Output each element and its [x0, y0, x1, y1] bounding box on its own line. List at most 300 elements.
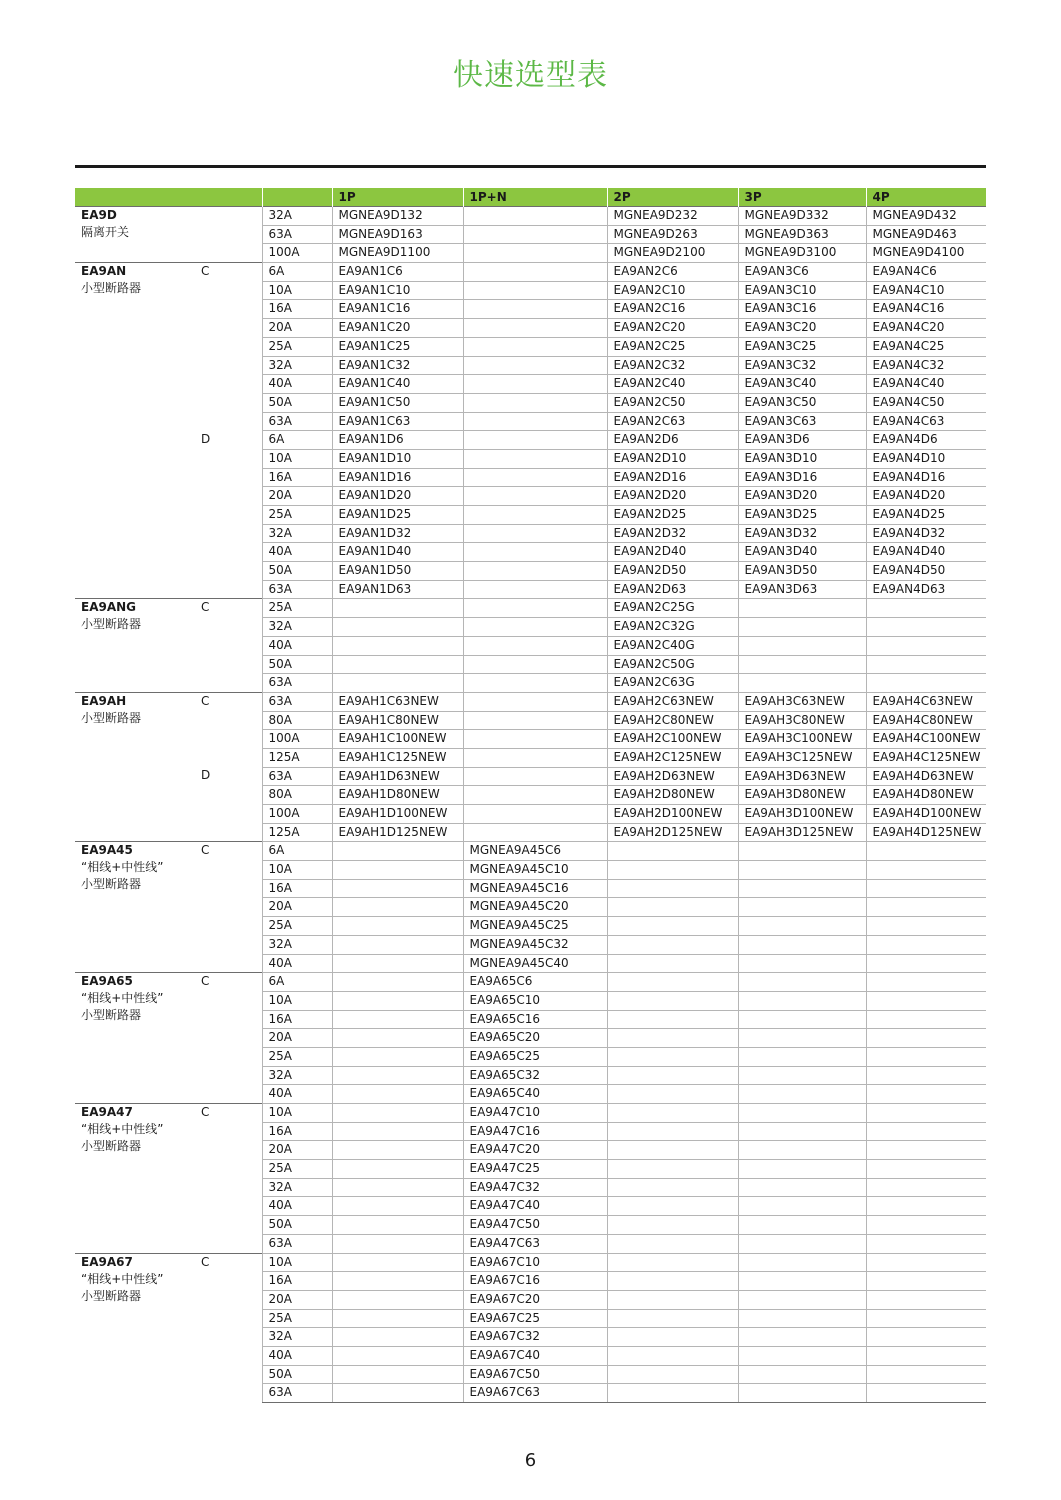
- part-number-cell: [463, 300, 607, 319]
- rated-current-cell: 40A: [262, 375, 332, 394]
- part-number-cell: EA9AN3C6: [738, 263, 866, 282]
- model-code: EA9AN: [81, 264, 127, 279]
- part-number-cell: MGNEA9A45C16: [463, 879, 607, 898]
- part-number-cell: EA9AN4C6: [866, 263, 986, 282]
- part-number-cell: [738, 1365, 866, 1384]
- part-number-cell: [463, 767, 607, 786]
- part-number-cell: MGNEA9A45C32: [463, 935, 607, 954]
- part-number-cell: [332, 861, 463, 880]
- part-number-cell: [607, 1122, 738, 1141]
- part-number-cell: [463, 263, 607, 282]
- rated-current-cell: 32A: [262, 207, 332, 226]
- part-number-cell: [866, 1328, 986, 1347]
- curve-cell: C: [195, 842, 262, 973]
- part-number-cell: [866, 1290, 986, 1309]
- part-number-cell: EA9AN3C25: [738, 337, 866, 356]
- part-number-cell: [738, 636, 866, 655]
- part-number-cell: [607, 1253, 738, 1272]
- rated-current-cell: 25A: [262, 506, 332, 525]
- part-number-cell: EA9AN4D16: [866, 468, 986, 487]
- rated-current-cell: 32A: [262, 356, 332, 375]
- part-number-cell: [332, 1178, 463, 1197]
- part-number-cell: [607, 898, 738, 917]
- part-number-cell: EA9AH3C100NEW: [738, 730, 866, 749]
- part-number-cell: EA9AN2D63: [607, 580, 738, 599]
- table-row: [75, 1253, 986, 1272]
- model-description: “相线+中性线”: [81, 860, 164, 875]
- model-cell: [75, 263, 195, 599]
- rated-current-cell: 25A: [262, 1047, 332, 1066]
- part-number-cell: EA9AN2C32: [607, 356, 738, 375]
- part-number-cell: [738, 1047, 866, 1066]
- rated-current-cell: 40A: [262, 1346, 332, 1365]
- part-number-cell: [463, 805, 607, 824]
- part-number-cell: [463, 748, 607, 767]
- part-number-cell: [332, 935, 463, 954]
- part-number-cell: EA9AH2D125NEW: [607, 823, 738, 842]
- part-number-cell: MGNEA9D3100: [738, 244, 866, 263]
- rated-current-cell: 63A: [262, 225, 332, 244]
- part-number-cell: [738, 1328, 866, 1347]
- part-number-cell: MGNEA9D263: [607, 225, 738, 244]
- part-number-cell: [463, 636, 607, 655]
- part-number-cell: MGNEA9D332: [738, 207, 866, 226]
- model-description: 隔离开关: [81, 225, 130, 239]
- table-row: [75, 692, 986, 711]
- part-number-cell: [463, 468, 607, 487]
- part-number-cell: EA9AN1C50: [332, 393, 463, 412]
- part-number-cell: [866, 1384, 986, 1403]
- part-number-cell: [866, 618, 986, 637]
- part-number-cell: EA9AN2C6: [607, 263, 738, 282]
- part-number-cell: [866, 861, 986, 880]
- rated-current-cell: 100A: [262, 805, 332, 824]
- rated-current-cell: 25A: [262, 599, 332, 618]
- part-number-cell: [866, 674, 986, 693]
- part-number-cell: [332, 1029, 463, 1048]
- curve-cell: D: [201, 431, 211, 446]
- table-row: [75, 431, 986, 450]
- part-number-cell: EA9A47C50: [463, 1216, 607, 1235]
- part-number-cell: [332, 898, 463, 917]
- header-1p-n: 1P+N: [463, 188, 607, 207]
- part-number-cell: EA9AN4C32: [866, 356, 986, 375]
- part-number-cell: MGNEA9A45C40: [463, 954, 607, 973]
- curve-cell: [195, 207, 262, 263]
- part-number-cell: [332, 879, 463, 898]
- part-number-cell: EA9AN4C10: [866, 281, 986, 300]
- table-row: [75, 842, 986, 861]
- rated-current-cell: 25A: [262, 917, 332, 936]
- part-number-cell: EA9AN2D32: [607, 524, 738, 543]
- part-number-cell: EA9AH4D125NEW: [866, 823, 986, 842]
- part-number-cell: EA9AN2C10: [607, 281, 738, 300]
- part-number-cell: [463, 244, 607, 263]
- part-number-cell: EA9AN2D10: [607, 449, 738, 468]
- rated-current-cell: 125A: [262, 823, 332, 842]
- part-number-cell: EA9AH1D63NEW: [332, 767, 463, 786]
- part-number-cell: [332, 1066, 463, 1085]
- part-number-cell: EA9AN1C25: [332, 337, 463, 356]
- part-number-cell: EA9AN2C40: [607, 375, 738, 394]
- part-number-cell: [738, 1085, 866, 1104]
- part-number-cell: MGNEA9D1100: [332, 244, 463, 263]
- part-number-cell: EA9AH4C100NEW: [866, 730, 986, 749]
- part-number-cell: EA9AN3D10: [738, 449, 866, 468]
- part-number-cell: [607, 1384, 738, 1403]
- rated-current-cell: 40A: [262, 1085, 332, 1104]
- rated-current-cell: 6A: [262, 842, 332, 861]
- rated-current-cell: 32A: [262, 935, 332, 954]
- part-number-cell: [866, 1066, 986, 1085]
- part-number-cell: [463, 730, 607, 749]
- part-number-cell: [607, 1290, 738, 1309]
- title-rule: [75, 165, 986, 168]
- part-number-cell: EA9AH2D100NEW: [607, 805, 738, 824]
- part-number-cell: [607, 1234, 738, 1253]
- part-number-cell: EA9AN3C20: [738, 319, 866, 338]
- part-number-cell: EA9AH1D125NEW: [332, 823, 463, 842]
- part-number-cell: [607, 1328, 738, 1347]
- part-number-cell: [738, 991, 866, 1010]
- part-number-cell: [866, 1346, 986, 1365]
- model-code: EA9AH: [81, 693, 127, 708]
- part-number-cell: EA9AH3C63NEW: [738, 692, 866, 711]
- part-number-cell: [607, 935, 738, 954]
- part-number-cell: EA9AN3D6: [738, 431, 866, 450]
- part-number-cell: EA9AN4D6: [866, 431, 986, 450]
- part-number-cell: EA9A65C16: [463, 1010, 607, 1029]
- part-number-cell: EA9AN2C25G: [607, 599, 738, 618]
- part-number-cell: [866, 1197, 986, 1216]
- part-number-cell: [332, 954, 463, 973]
- part-number-cell: EA9AH2D80NEW: [607, 786, 738, 805]
- part-number-cell: EA9AN1C10: [332, 281, 463, 300]
- curve-cell: C: [195, 263, 262, 431]
- part-number-cell: [738, 1197, 866, 1216]
- part-number-cell: EA9AH4C80NEW: [866, 711, 986, 730]
- part-number-cell: [866, 1309, 986, 1328]
- part-number-cell: EA9A47C16: [463, 1122, 607, 1141]
- part-number-cell: [607, 1104, 738, 1123]
- rated-current-cell: 10A: [262, 1253, 332, 1272]
- rated-current-cell: 50A: [262, 393, 332, 412]
- part-number-cell: EA9AH1C80NEW: [332, 711, 463, 730]
- part-number-cell: EA9AN2D20: [607, 487, 738, 506]
- rated-current-cell: 32A: [262, 1066, 332, 1085]
- part-number-cell: [332, 1216, 463, 1235]
- part-number-cell: [463, 375, 607, 394]
- part-number-cell: EA9A67C63: [463, 1384, 607, 1403]
- part-number-cell: [738, 935, 866, 954]
- part-number-cell: EA9AH2C125NEW: [607, 748, 738, 767]
- part-number-cell: [607, 1066, 738, 1085]
- header-blank: [195, 188, 262, 207]
- rated-current-cell: 25A: [262, 337, 332, 356]
- part-number-cell: [332, 842, 463, 861]
- part-number-cell: EA9AH3C125NEW: [738, 748, 866, 767]
- part-number-cell: [332, 1253, 463, 1272]
- part-number-cell: [607, 991, 738, 1010]
- part-number-cell: [738, 1290, 866, 1309]
- part-number-cell: EA9AN2D50: [607, 562, 738, 581]
- part-number-cell: [463, 786, 607, 805]
- part-number-cell: EA9AN1D63: [332, 580, 463, 599]
- part-number-cell: [463, 319, 607, 338]
- part-number-cell: EA9AN1C40: [332, 375, 463, 394]
- part-number-cell: [463, 487, 607, 506]
- part-number-cell: EA9AH4D63NEW: [866, 767, 986, 786]
- part-number-cell: [866, 1029, 986, 1048]
- part-number-cell: EA9AN3C16: [738, 300, 866, 319]
- model-description: 小型断路器: [81, 1139, 142, 1153]
- part-number-cell: [738, 1272, 866, 1291]
- part-number-cell: [332, 1122, 463, 1141]
- part-number-cell: [607, 1346, 738, 1365]
- part-number-cell: [866, 1253, 986, 1272]
- part-number-cell: [607, 1365, 738, 1384]
- rated-current-cell: 32A: [262, 1178, 332, 1197]
- part-number-cell: EA9AN3D50: [738, 562, 866, 581]
- part-number-cell: EA9AN2D6: [607, 431, 738, 450]
- header-2p: 2P: [607, 188, 738, 207]
- part-number-cell: EA9AN2C50G: [607, 655, 738, 674]
- part-number-cell: [738, 898, 866, 917]
- rated-current-cell: 16A: [262, 879, 332, 898]
- model-description: 小型断路器: [81, 1288, 142, 1303]
- rated-current-cell: 40A: [262, 543, 332, 562]
- part-number-cell: EA9AN1C16: [332, 300, 463, 319]
- model-description: 小型断路器: [81, 617, 142, 632]
- part-number-cell: [463, 711, 607, 730]
- part-number-cell: [332, 674, 463, 693]
- model-cell: [75, 1104, 195, 1254]
- part-number-cell: [463, 506, 607, 525]
- part-number-cell: EA9AN3D40: [738, 543, 866, 562]
- part-number-cell: [738, 879, 866, 898]
- rated-current-cell: 20A: [262, 487, 332, 506]
- part-number-cell: [866, 636, 986, 655]
- part-number-cell: [332, 991, 463, 1010]
- rated-current-cell: 32A: [262, 618, 332, 637]
- model-code: EA9A67: [81, 1254, 133, 1269]
- part-number-cell: [463, 393, 607, 412]
- part-number-cell: MGNEA9D232: [607, 207, 738, 226]
- part-number-cell: [607, 973, 738, 992]
- part-number-cell: [463, 207, 607, 226]
- part-number-cell: EA9AN1C32: [332, 356, 463, 375]
- rated-current-cell: 63A: [262, 767, 332, 786]
- part-number-cell: EA9A65C10: [463, 991, 607, 1010]
- part-number-cell: [738, 1384, 866, 1403]
- part-number-cell: EA9AN4C40: [866, 375, 986, 394]
- rated-current-cell: 20A: [262, 1290, 332, 1309]
- curve-cell: C: [195, 1104, 262, 1254]
- rated-current-cell: 10A: [262, 861, 332, 880]
- part-number-cell: [738, 1104, 866, 1123]
- part-number-cell: [332, 1160, 463, 1179]
- part-number-cell: [866, 1010, 986, 1029]
- part-number-cell: [332, 1384, 463, 1403]
- part-number-cell: [607, 861, 738, 880]
- rated-current-cell: 50A: [262, 1365, 332, 1384]
- part-number-cell: EA9AH2D63NEW: [607, 767, 738, 786]
- part-number-cell: EA9AN3D25: [738, 506, 866, 525]
- part-number-cell: [866, 1365, 986, 1384]
- part-number-cell: [738, 861, 866, 880]
- page-title: 快速选型表: [453, 58, 608, 93]
- part-number-cell: EA9AN1D25: [332, 506, 463, 525]
- part-number-cell: [332, 1104, 463, 1123]
- part-number-cell: [463, 674, 607, 693]
- curve-cell: D: [201, 768, 211, 783]
- part-number-cell: [866, 954, 986, 973]
- part-number-cell: EA9AH1D100NEW: [332, 805, 463, 824]
- rated-current-cell: 20A: [262, 1141, 332, 1160]
- part-number-cell: EA9AN2D25: [607, 506, 738, 525]
- part-number-cell: [463, 655, 607, 674]
- table-row: [75, 767, 986, 786]
- part-number-cell: [866, 1104, 986, 1123]
- part-number-cell: EA9A47C40: [463, 1197, 607, 1216]
- model-description: “相线+中性线”: [81, 1122, 164, 1136]
- part-number-cell: EA9AH2C80NEW: [607, 711, 738, 730]
- part-number-cell: EA9A67C25: [463, 1309, 607, 1328]
- table-row: [75, 599, 986, 618]
- part-number-cell: EA9AH3D100NEW: [738, 805, 866, 824]
- rated-current-cell: 40A: [262, 636, 332, 655]
- part-number-cell: [463, 618, 607, 637]
- part-number-cell: EA9AH4D100NEW: [866, 805, 986, 824]
- model-cell: [75, 599, 195, 692]
- rated-current-cell: 25A: [262, 1309, 332, 1328]
- part-number-cell: [866, 655, 986, 674]
- part-number-cell: [332, 1272, 463, 1291]
- part-number-cell: EA9AN1D6: [332, 431, 463, 450]
- part-number-cell: [607, 1216, 738, 1235]
- part-number-cell: MGNEA9D163: [332, 225, 463, 244]
- part-number-cell: MGNEA9D2100: [607, 244, 738, 263]
- curve-cell: C: [195, 599, 262, 692]
- part-number-cell: MGNEA9D132: [332, 207, 463, 226]
- part-number-cell: [866, 1178, 986, 1197]
- model-description: 小型断路器: [81, 281, 142, 296]
- rated-current-cell: 50A: [262, 1216, 332, 1235]
- rated-current-cell: 16A: [262, 1272, 332, 1291]
- part-number-cell: EA9AH1D80NEW: [332, 786, 463, 805]
- page-number: 6: [524, 1450, 537, 1471]
- table-row: [75, 207, 986, 226]
- part-number-cell: EA9AN3C32: [738, 356, 866, 375]
- part-number-cell: [866, 879, 986, 898]
- rated-current-cell: 16A: [262, 1122, 332, 1141]
- part-number-cell: [463, 225, 607, 244]
- part-number-cell: EA9AN3C10: [738, 281, 866, 300]
- rated-current-cell: 16A: [262, 300, 332, 319]
- part-number-cell: [332, 1085, 463, 1104]
- model-code: EA9ANG: [81, 600, 137, 615]
- rated-current-cell: 10A: [262, 449, 332, 468]
- part-number-cell: [607, 1197, 738, 1216]
- part-number-cell: EA9AH3D63NEW: [738, 767, 866, 786]
- part-number-cell: [738, 674, 866, 693]
- part-number-cell: [738, 655, 866, 674]
- part-number-cell: EA9A65C25: [463, 1047, 607, 1066]
- part-number-cell: EA9AN3D32: [738, 524, 866, 543]
- part-number-cell: MGNEA9D363: [738, 225, 866, 244]
- rated-current-cell: 32A: [262, 524, 332, 543]
- part-number-cell: [332, 1346, 463, 1365]
- model-cell: [75, 1253, 195, 1403]
- rated-current-cell: 63A: [262, 412, 332, 431]
- part-number-cell: MGNEA9A45C6: [463, 842, 607, 861]
- part-number-cell: [866, 1141, 986, 1160]
- part-number-cell: EA9A47C20: [463, 1141, 607, 1160]
- part-number-cell: MGNEA9A45C20: [463, 898, 607, 917]
- part-number-cell: EA9A67C16: [463, 1272, 607, 1291]
- part-number-cell: [866, 1216, 986, 1235]
- part-number-cell: [463, 449, 607, 468]
- part-number-cell: EA9AN1D16: [332, 468, 463, 487]
- part-number-cell: [463, 281, 607, 300]
- rated-current-cell: 6A: [262, 431, 332, 450]
- header-1p: 1P: [332, 188, 463, 207]
- part-number-cell: [866, 973, 986, 992]
- rated-current-cell: 125A: [262, 748, 332, 767]
- model-code: EA9A65: [81, 974, 133, 989]
- part-number-cell: [607, 1178, 738, 1197]
- part-number-cell: EA9AN3C63: [738, 412, 866, 431]
- model-description: 小型断路器: [81, 710, 142, 725]
- part-number-cell: EA9AN4D32: [866, 524, 986, 543]
- part-number-cell: EA9AN4D63: [866, 580, 986, 599]
- rated-current-cell: 50A: [262, 655, 332, 674]
- part-number-cell: EA9AN3D63: [738, 580, 866, 599]
- part-number-cell: [738, 1141, 866, 1160]
- part-number-cell: MGNEA9D4100: [866, 244, 986, 263]
- header-blank: [75, 188, 195, 207]
- part-number-cell: [607, 1047, 738, 1066]
- part-number-cell: [463, 562, 607, 581]
- model-description: 小型断路器: [81, 877, 142, 892]
- part-number-cell: EA9AH3C80NEW: [738, 711, 866, 730]
- table-row: [75, 263, 986, 282]
- part-number-cell: [607, 1141, 738, 1160]
- part-number-cell: MGNEA9D432: [866, 207, 986, 226]
- part-number-cell: [332, 1141, 463, 1160]
- part-number-cell: EA9A47C32: [463, 1178, 607, 1197]
- part-number-cell: [738, 917, 866, 936]
- part-number-cell: EA9A47C10: [463, 1104, 607, 1123]
- part-number-cell: [738, 599, 866, 618]
- part-number-cell: [332, 636, 463, 655]
- part-number-cell: [332, 1365, 463, 1384]
- part-number-cell: [738, 1309, 866, 1328]
- model-cell: [75, 207, 195, 263]
- part-number-cell: EA9AH2C63NEW: [607, 692, 738, 711]
- part-number-cell: EA9AN3C50: [738, 393, 866, 412]
- part-number-cell: EA9AN4D25: [866, 506, 986, 525]
- part-number-cell: EA9AH3D125NEW: [738, 823, 866, 842]
- part-number-cell: EA9AH4C125NEW: [866, 748, 986, 767]
- part-number-cell: [866, 1122, 986, 1141]
- part-number-cell: [866, 1272, 986, 1291]
- part-number-cell: EA9AN4D50: [866, 562, 986, 581]
- rated-current-cell: 10A: [262, 1104, 332, 1123]
- part-number-cell: EA9AN4D10: [866, 449, 986, 468]
- part-number-cell: [463, 580, 607, 599]
- rated-current-cell: 100A: [262, 244, 332, 263]
